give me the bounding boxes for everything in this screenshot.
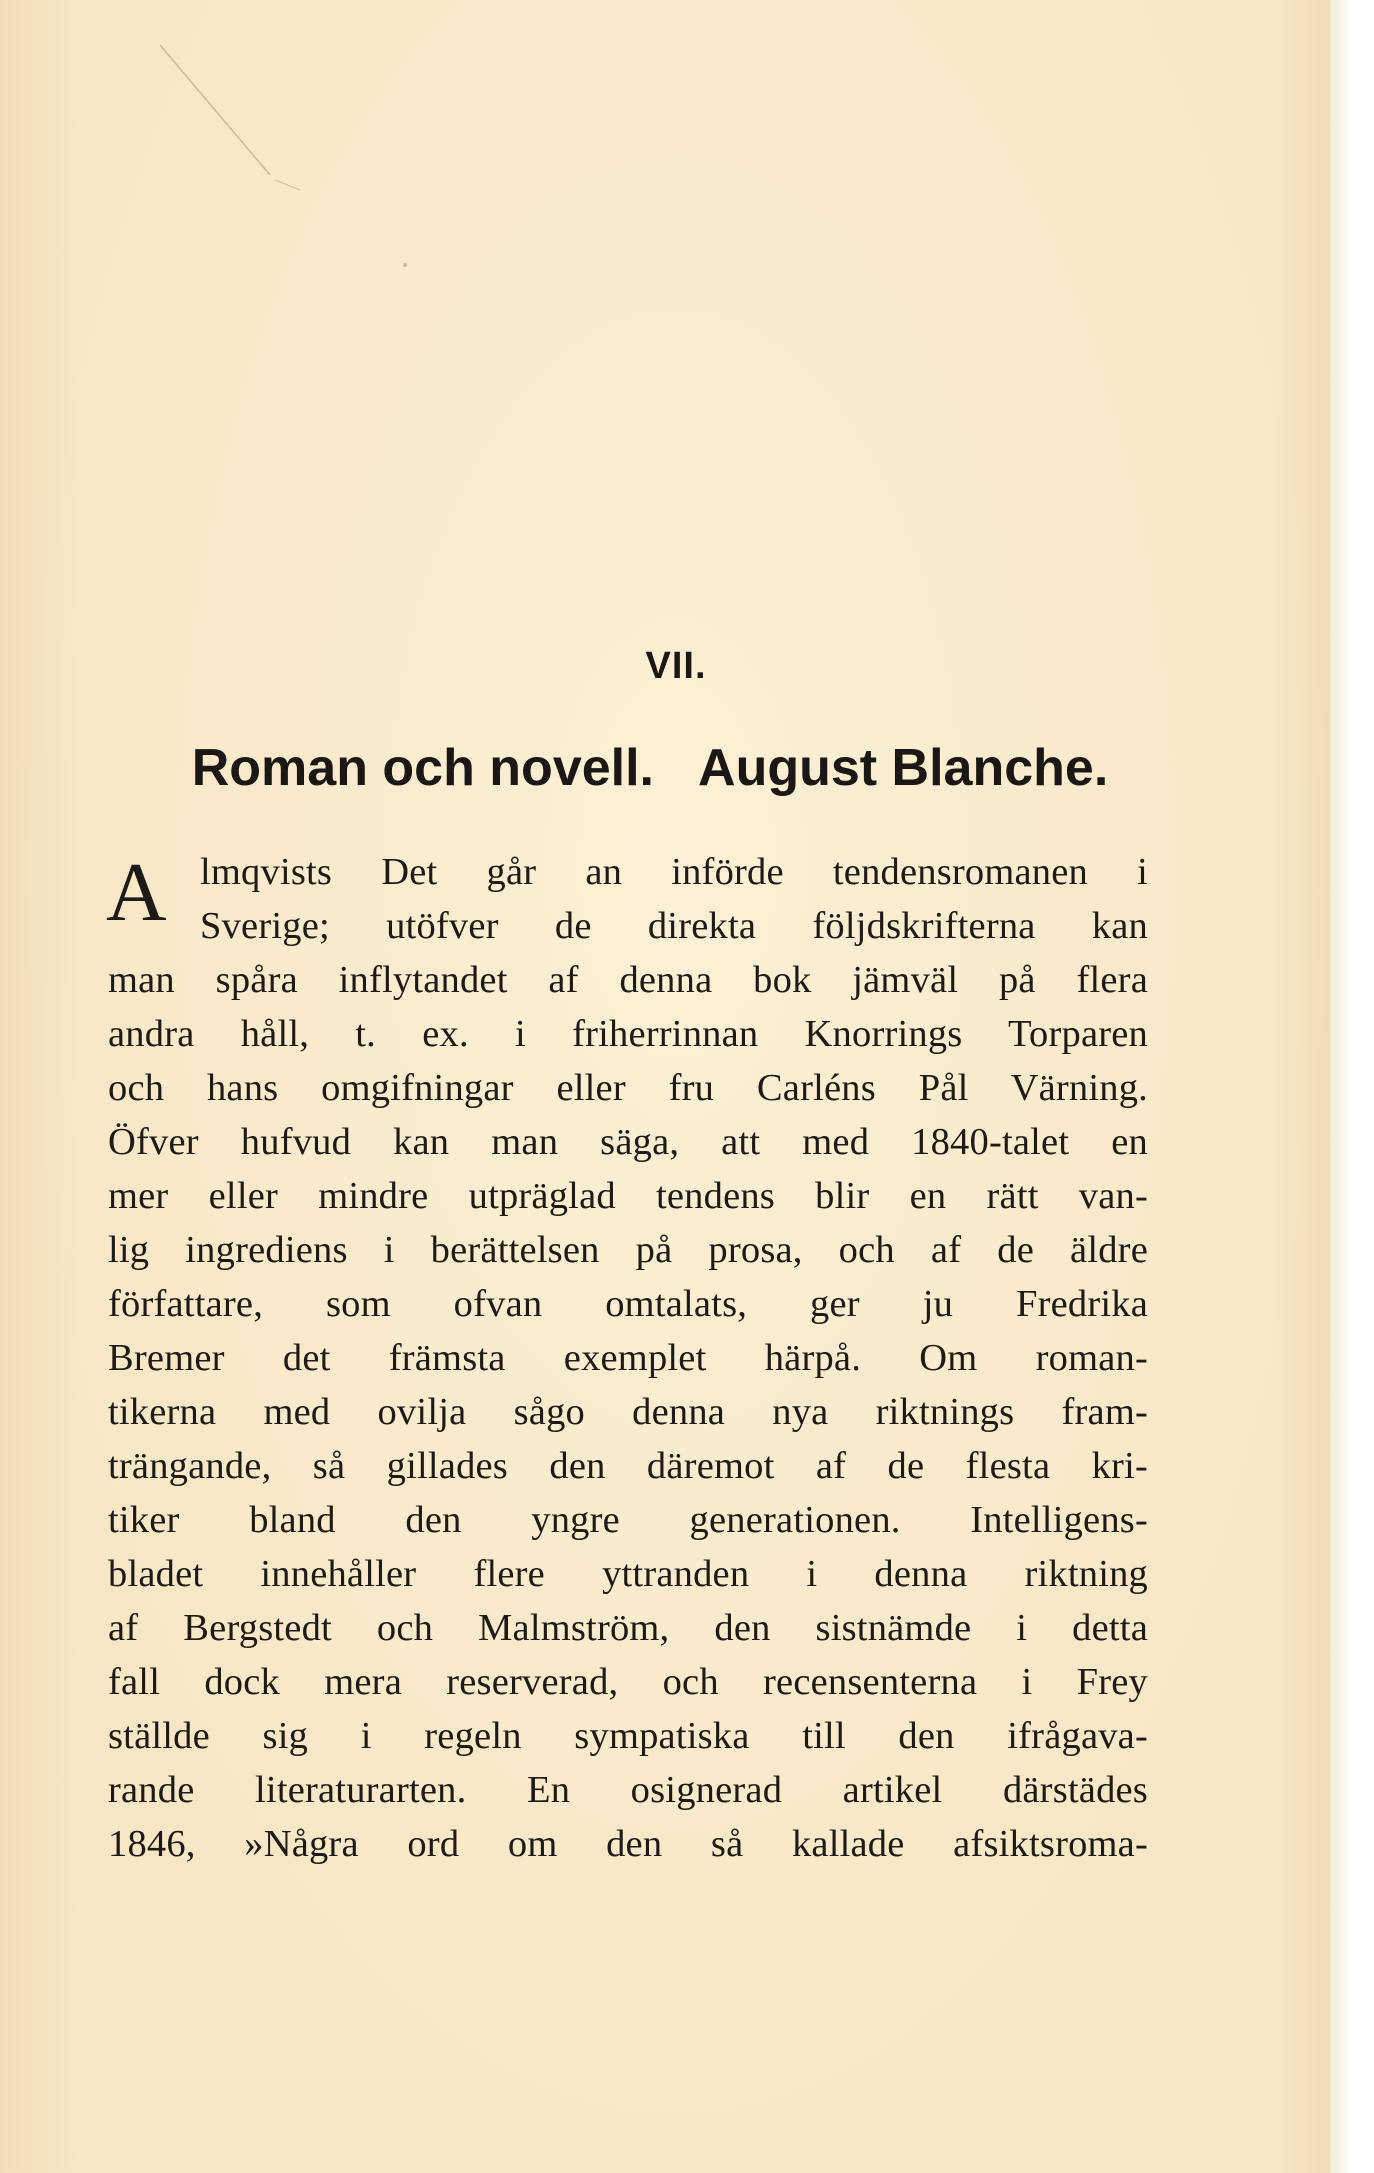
text-line: ställde sig i regeln sympatiska till den ifrågava- [108, 1715, 1148, 1757]
chapter-title-part-2: August Blanche. [698, 739, 1109, 797]
text-line: Sverige; utöfver de direkta följdskrifterna kan [200, 905, 1148, 947]
pencil-mark-icon [150, 40, 410, 270]
text-line: Bremer det främsta exemplet härpå. Om roman- [108, 1337, 1148, 1379]
text-line: rande literaturarten. En osignerad artikel därstädes [108, 1769, 1148, 1811]
text-line: trängande, så gillades den däremot af de flesta kri- [108, 1445, 1148, 1487]
text-line: lmqvists Det går an införde tendensromanen i [200, 851, 1148, 893]
chapter-title [100, 738, 1200, 798]
text-line: man spåra inflytandet af denna bok jämväl på flera [108, 959, 1148, 1001]
text-line: lig ingrediens i berättelsen på prosa, och af de äldre [108, 1229, 1148, 1271]
page-edge [1330, 0, 1352, 2173]
text-line: och hans omgifningar eller fru Carléns Pål Värning. [108, 1067, 1148, 1109]
text-line: bladet innehåller flere yttranden i denna riktning [108, 1553, 1148, 1595]
chapter-title-part-1: Roman och novell. [191, 739, 655, 797]
text-line: författare, som ofvan omtalats, ger ju Fredrika [108, 1283, 1148, 1325]
text-line: Öfver hufvud kan man säga, att med 1840-talet en [108, 1121, 1148, 1163]
text-line: fall dock mera reserverad, och recensenterna i Frey [108, 1661, 1148, 1703]
text-line: andra håll, t. ex. i friherrinnan Knorrings Torparen [108, 1013, 1148, 1055]
text-line: tikerna med ovilja sågo denna nya riktnings fram- [108, 1391, 1148, 1433]
text-line: af Bergstedt och Malmström, den sistnämde i detta [108, 1607, 1148, 1649]
text-line: 1846, »Några ord om den så kallade afsiktsroma- [108, 1823, 1148, 1865]
text-line: mer eller mindre utpräglad tendens blir en rätt van- [108, 1175, 1148, 1217]
text-line: tiker bland den yngre generationen. Intelligens- [108, 1499, 1148, 1541]
chapter-number: VII. [645, 645, 707, 687]
drop-cap: A [106, 846, 167, 939]
